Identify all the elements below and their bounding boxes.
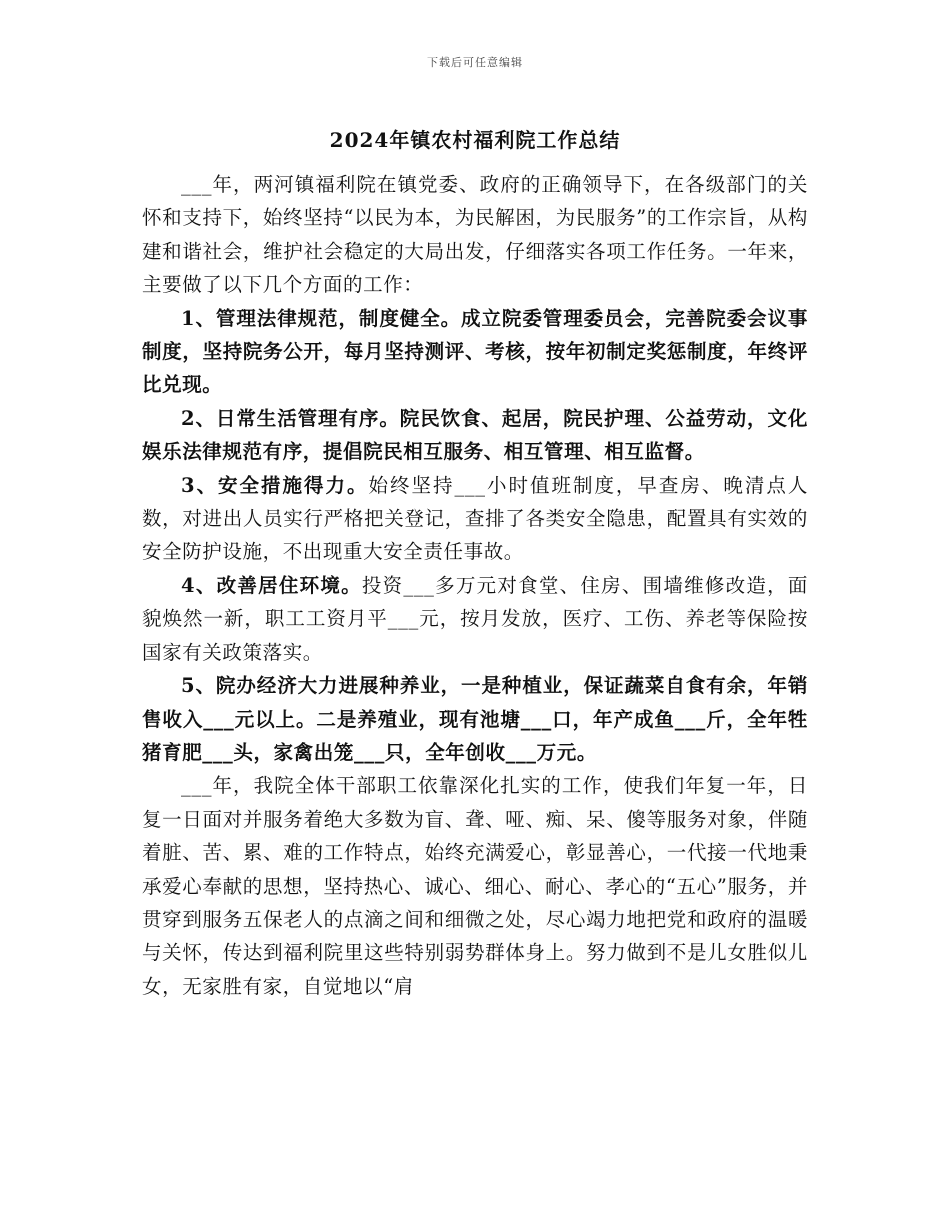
- item-3-heading: 3、安全措施得力。: [181, 473, 369, 497]
- document-body: [142, 168, 808, 1003]
- item-3-body: 始终坚持___小时值班制度，早查房、晚清点人数，对进出人员实行严格把关登记，查排了各类安全隐患，配置具有实效的安全防护设施，不出现重大安全责任事故。: [142, 473, 808, 564]
- paragraph-item-2-daily-life: 2、日常生活管理有序。院民饮食、起居，院民护理、公益劳动，文化娱乐法律规范有序，提倡院民相互服务、相互管理、相互监督。: [142, 406, 808, 464]
- item-4-body: 投资___多万元对食堂、住房、围墙维修改造，面貌焕然一新，职工工资月平___元，按月发放，医疗、工伤、养老等保险按国家有关政策落实。: [142, 573, 808, 664]
- paragraph-item-1-management: 1、管理法律规范，制度健全。成立院委管理委员会，完善院委会议事制度，坚持院务公开，每月坚持测评、考核，按年初制定奖惩制度，年终评比兑现。: [142, 306, 808, 397]
- paragraph-item-5-economy: 5、院办经济大力进展种养业，一是种植业，保证蔬菜自食有余，年销售收入___元以上。二是养殖业，现有池塘___口，年产成鱼___斤，全年牲猪育肥___头，家禽出笼___只，全年创收___万元。: [142, 674, 808, 764]
- page-header-note: 下载后可任意编辑: [427, 56, 523, 69]
- paragraph-item-4-environment: [142, 569, 808, 669]
- document-title: 2024年镇农村福利院工作总结: [329, 128, 621, 152]
- paragraph-summary: ___年，我院全体干部职工依靠深化扎实的工作，使我们年复一年，日复一日面对并服务着绝大多数为盲、聋、哑、痴、呆、傻等服务对象，伴随着脏、苦、累、难的工作特点，始终充满爱心，彰显善心，一代接一代地秉承爱心奉献的思想，坚持热心、诚心、细心、耐心、孝心的“五心”服务，并贯穿到服务五保老人的点滴之间和细微之处，尽心竭力地把党和政府的温暖与关怀，传达到福利院里这些特别弱势群体身上。努力做到不是儿女胜似儿女，无家胜有家，自觉地以“肩: [142, 774, 808, 998]
- paragraph-item-3-safety: [142, 469, 808, 569]
- paragraph-intro: ___年，两河镇福利院在镇党委、政府的正确领导下，在各级部门的关怀和支持下，始终坚持“以民为本，为民解困，为民服务”的工作宗旨，从构建和谐社会，维护社会稳定的大局出发，仔细落实各项工作任务。一年来，主要做了以下几个方面的工作：: [142, 173, 808, 297]
- item-4-heading: 4、改善居住环境。: [181, 573, 362, 597]
